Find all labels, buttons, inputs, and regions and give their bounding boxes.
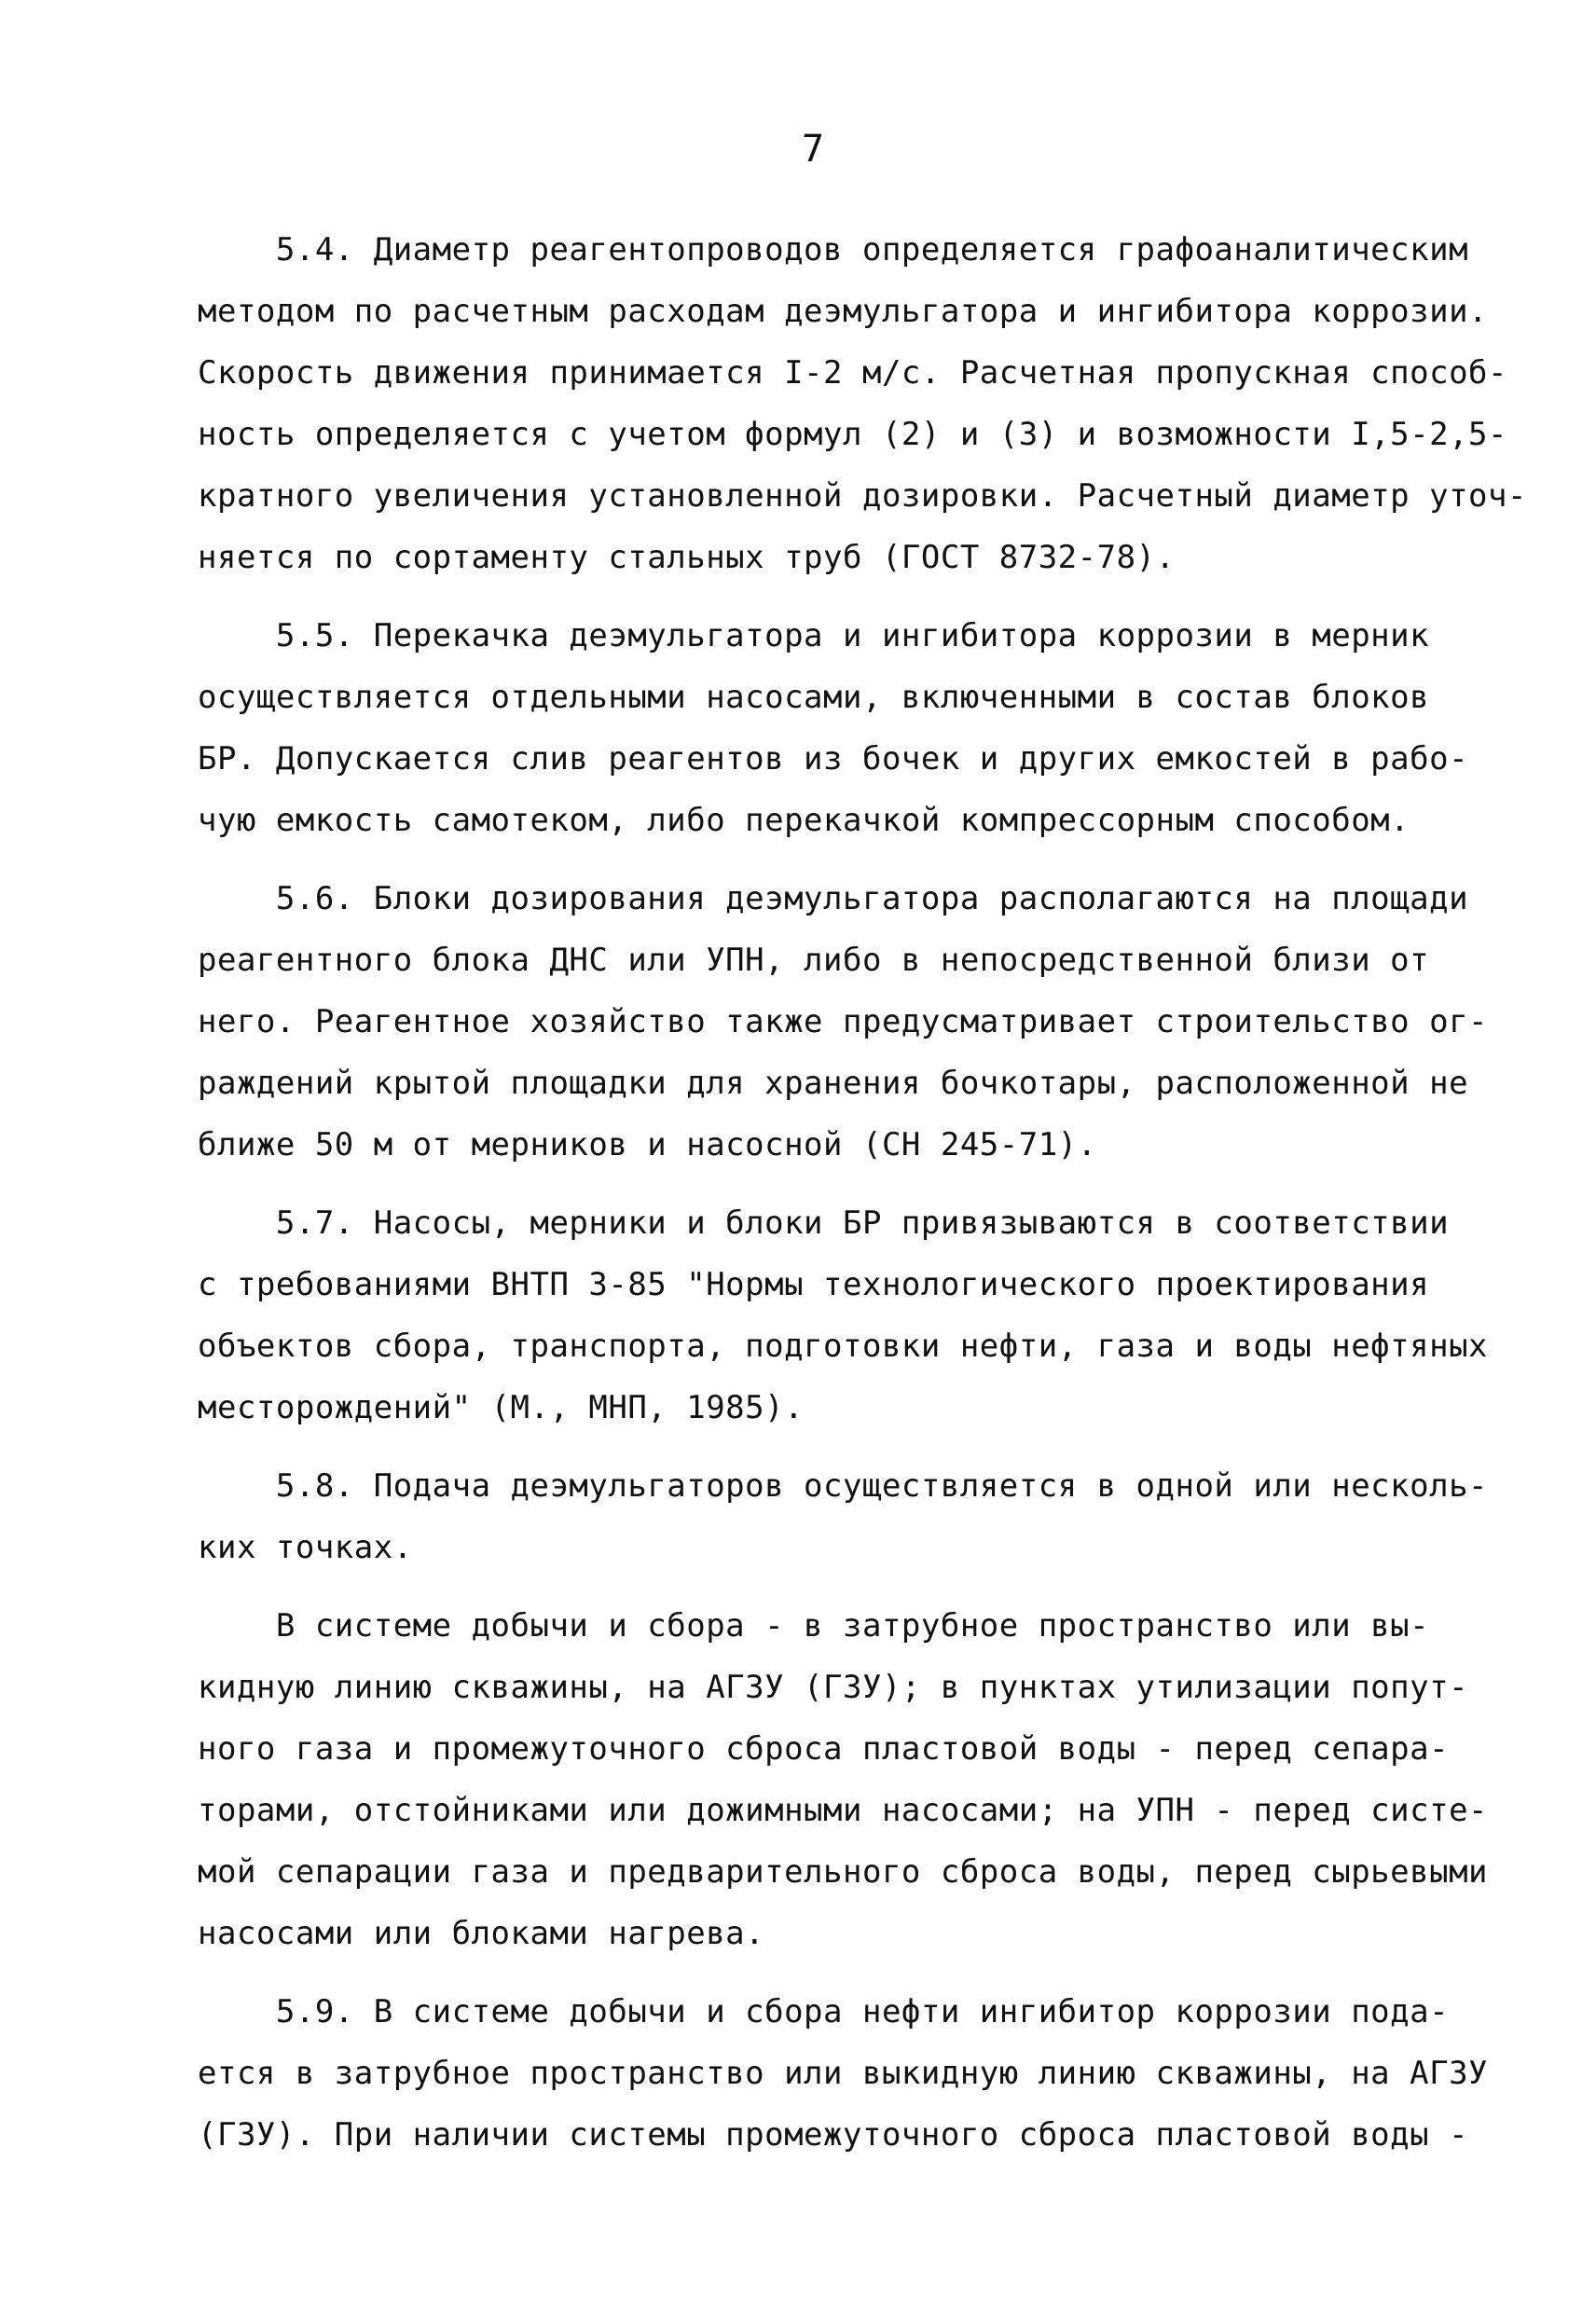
- text-line: кратного увеличения установленной дозировки. Расчетный диаметр уточ-: [198, 477, 1527, 515]
- page-number: 7: [802, 128, 825, 171]
- text-line: чую емкость самотеком, либо перекачкой компрессорным способом.: [198, 802, 1410, 839]
- text-line: 5.6. Блоки дозирования деэмульгатора располагаются на площади: [198, 880, 1469, 917]
- text-line: няется по сортаменту стальных труб (ГОСТ 8732-78).: [198, 539, 1176, 576]
- text-line: раждений крытой площадки для хранения бочкотары, расположенной не: [198, 1065, 1469, 1102]
- text-line: реагентного блока ДНС или УПН, либо в непосредственной близи от: [198, 942, 1430, 979]
- text-line: В системе добычи и сбора - в затрубное пространство или вы-: [198, 1607, 1430, 1645]
- text-line: кидную линию скважины, на АГЗУ (ГЗУ); в пунктах утилизации попут-: [198, 1669, 1469, 1706]
- text-line: ного газа и промежуточного сброса пластовой воды - перед сепара-: [198, 1730, 1450, 1768]
- text-line: насосами или блоками нагрева.: [198, 1915, 765, 1952]
- text-line: 5.5. Перекачка деэмульгатора и ингибитора коррозии в мерник: [198, 617, 1430, 654]
- text-line: 5.8. Подача деэмульгаторов осуществляется в одной или несколь-: [198, 1467, 1489, 1505]
- text-line: мой сепарации газа и предварительного сброса воды, перед сырьевыми: [198, 1853, 1489, 1891]
- text-line: месторождений" (М., МНП, 1985).: [198, 1389, 805, 1426]
- text-line: ется в затрубное пространство или выкидную линию скважины, на АГЗУ: [198, 2055, 1489, 2092]
- text-line: БР. Допускается слив реагентов из бочек и других емкостей в рабо-: [198, 740, 1469, 778]
- text-line: с требованиями ВНТП 3-85 "Нормы технологического проектирования: [198, 1266, 1430, 1303]
- text-line: торами, отстойниками или дожимными насосами; на УПН - перед систе-: [198, 1792, 1489, 1829]
- text-line: ких точках.: [198, 1529, 413, 1566]
- text-line: (ГЗУ). При наличии системы промежуточного сброса пластовой воды -: [198, 2116, 1469, 2154]
- text-line: ность определяется с учетом формул (2) и (3) и возможности I,5-2,5-: [198, 416, 1507, 453]
- text-line: методом по расчетным расходам деэмульгатора и ингибитора коррозии.: [198, 293, 1489, 330]
- text-line: объектов сбора, транспорта, подготовки нефти, газа и воды нефтяных: [198, 1328, 1489, 1365]
- text-line: ближе 50 м от мерников и насосной (СН 245-71).: [198, 1126, 1097, 1163]
- text-line: 5.9. В системе добычи и сбора нефти ингибитор коррозии пода-: [198, 1993, 1450, 2030]
- text-line: Скорость движения принимается I-2 м/с. Расчетная пропускная способ-: [198, 354, 1507, 392]
- text-line: осуществляется отдельными насосами, включенными в состав блоков: [198, 679, 1430, 716]
- text-line: 5.4. Диаметр реагентопроводов определяется графоаналитическим: [198, 231, 1469, 268]
- text-line: 5.7. Насосы, мерники и блоки БР привязываются в соответствии: [198, 1204, 1450, 1242]
- text-line: него. Реагентное хозяйство также предусматривает строительство ог-: [198, 1003, 1489, 1040]
